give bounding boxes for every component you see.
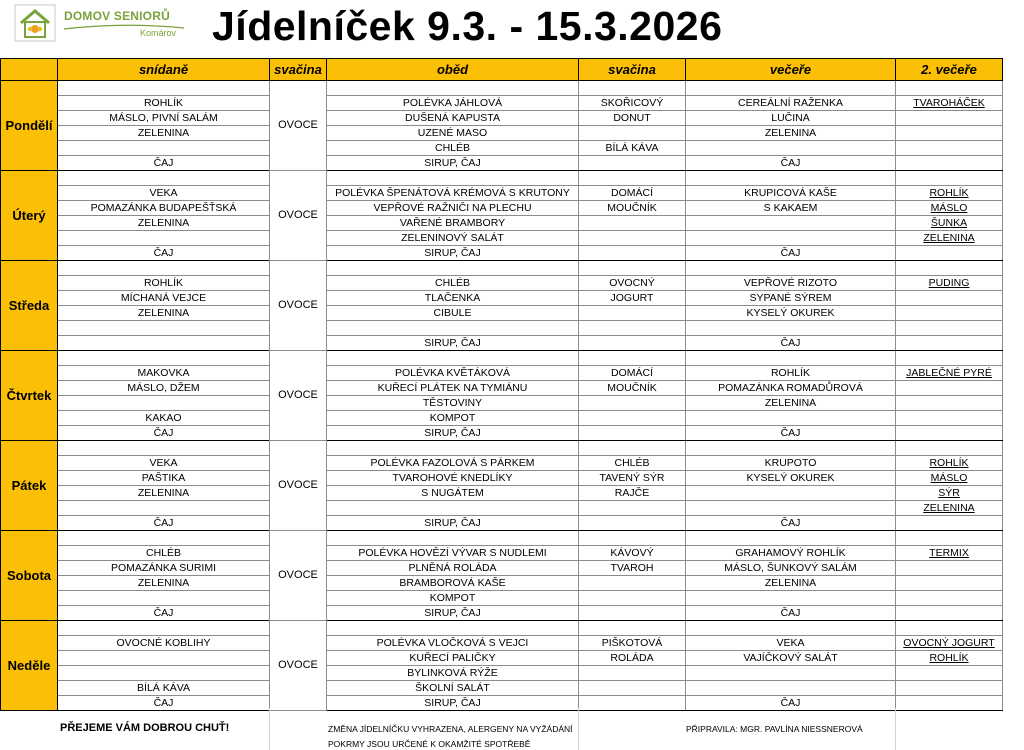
second-dinner-cell: [896, 156, 1003, 171]
menu-row: [1, 546, 1003, 561]
breakfast-cell: [58, 651, 270, 666]
lunch-cell: VEPŘOVÉ RAŽNIČI NA PLECHU: [327, 201, 579, 216]
lunch-cell: [327, 441, 579, 456]
breakfast-cell: ČAJ: [58, 606, 270, 621]
second-dinner-cell: SÝR: [896, 486, 1003, 501]
snack-cell: ROLÁDA: [579, 651, 686, 666]
second-dinner-cell: [896, 561, 1003, 576]
lunch-cell: SIRUP, ČAJ: [327, 516, 579, 531]
second-dinner-cell: [896, 291, 1003, 306]
snack-cell: [579, 351, 686, 366]
lunch-cell: ZELENINOVÝ SALÁT: [327, 231, 579, 246]
dinner-cell: LUČINA: [686, 111, 896, 126]
snack-cell: [579, 321, 686, 336]
dinner-cell: ČAJ: [686, 426, 896, 441]
dinner-cell: [686, 501, 896, 516]
dinner-cell: ČAJ: [686, 696, 896, 711]
menu-row: [1, 306, 1003, 321]
breakfast-cell: ČAJ: [58, 426, 270, 441]
snack-cell: [579, 171, 686, 186]
second-dinner-cell: ROHLÍK: [896, 186, 1003, 201]
dinner-cell: [686, 216, 896, 231]
lunch-cell: ŠKOLNÍ SALÁT: [327, 681, 579, 696]
breakfast-cell: ROHLÍK: [58, 276, 270, 291]
dinner-cell: KRUPICOVÁ KAŠE: [686, 186, 896, 201]
snack-cell: [579, 501, 686, 516]
second-dinner-cell: [896, 411, 1003, 426]
header-corner: [1, 59, 58, 81]
second-dinner-cell: [896, 531, 1003, 546]
lunch-cell: KUŘECÍ PALIČKY: [327, 651, 579, 666]
snack-cell: [579, 681, 686, 696]
menu-row: [1, 81, 1003, 96]
lunch-cell: POLÉVKA JÁHLOVÁ: [327, 96, 579, 111]
lunch-cell: [327, 501, 579, 516]
snack-cell: KÁVOVÝ: [579, 546, 686, 561]
column-header-second-dinner: 2. večeře: [896, 59, 1003, 81]
dinner-cell: VEPŘOVÉ RIZOTO: [686, 276, 896, 291]
second-dinner-cell: [896, 381, 1003, 396]
column-header-snack-afternoon: svačina: [579, 59, 686, 81]
breakfast-cell: ČAJ: [58, 516, 270, 531]
dinner-cell: [686, 486, 896, 501]
second-dinner-cell: [896, 591, 1003, 606]
morning-snack-cell: OVOCE: [270, 531, 327, 621]
snack-cell: DOMÁCÍ: [579, 366, 686, 381]
snack-cell: [579, 576, 686, 591]
breakfast-cell: [58, 441, 270, 456]
menu-row: [1, 561, 1003, 576]
menu-row: [1, 336, 1003, 351]
snack-cell: MOUČNÍK: [579, 201, 686, 216]
column-header-lunch: oběd: [327, 59, 579, 81]
day-label: Úterý: [1, 171, 58, 261]
dinner-cell: [686, 231, 896, 246]
dinner-cell: SYPANÉ SÝREM: [686, 291, 896, 306]
menu-row: [1, 471, 1003, 486]
snack-cell: DOMÁCÍ: [579, 186, 686, 201]
morning-snack-cell: OVOCE: [270, 81, 327, 171]
snack-cell: [579, 396, 686, 411]
dinner-cell: KRUPOTO: [686, 456, 896, 471]
dinner-cell: ČAJ: [686, 606, 896, 621]
dinner-cell: [686, 666, 896, 681]
menu-row: [1, 366, 1003, 381]
menu-row: [1, 681, 1003, 696]
day-label: Pondělí: [1, 81, 58, 171]
second-dinner-cell: [896, 396, 1003, 411]
second-dinner-cell: TERMIX: [896, 546, 1003, 561]
menu-row: [1, 141, 1003, 156]
breakfast-cell: [58, 81, 270, 96]
dinner-cell: [686, 621, 896, 636]
breakfast-cell: [58, 666, 270, 681]
menu-row: [1, 486, 1003, 501]
logo-brand: DOMOV SENIORŮ: [64, 9, 170, 23]
menu-row: [1, 531, 1003, 546]
second-dinner-cell: ROHLÍK: [896, 651, 1003, 666]
breakfast-cell: [58, 621, 270, 636]
dinner-cell: KYSELÝ OKUREK: [686, 471, 896, 486]
morning-snack-cell: OVOCE: [270, 441, 327, 531]
second-dinner-cell: ROHLÍK: [896, 456, 1003, 471]
second-dinner-cell: ŠUNKA: [896, 216, 1003, 231]
menu-row: [1, 231, 1003, 246]
menu-row: [1, 156, 1003, 171]
snack-cell: [579, 516, 686, 531]
snack-cell: [579, 261, 686, 276]
lunch-cell: KOMPOT: [327, 591, 579, 606]
breakfast-cell: [58, 396, 270, 411]
menu-row: [1, 276, 1003, 291]
footer-note-consumption: POKRMY JSOU URČENÉ K OKAMŽITÉ SPOTŘEBĚ: [328, 739, 531, 749]
second-dinner-cell: TVAROHÁČEK: [896, 96, 1003, 111]
menu-row: [1, 201, 1003, 216]
breakfast-cell: VEKA: [58, 186, 270, 201]
lunch-cell: PLNĚNÁ ROLÁDA: [327, 561, 579, 576]
page-title: Jídelníček 9.3. - 15.3.2026: [212, 3, 723, 49]
breakfast-cell: ČAJ: [58, 156, 270, 171]
second-dinner-cell: OVOCNÝ JOGURT: [896, 636, 1003, 651]
lunch-cell: [327, 621, 579, 636]
snack-cell: [579, 231, 686, 246]
dinner-cell: VAJÍČKOVÝ SALÁT: [686, 651, 896, 666]
breakfast-cell: KAKAO: [58, 411, 270, 426]
snack-cell: [579, 606, 686, 621]
snack-cell: [579, 621, 686, 636]
breakfast-cell: POMAZÁNKA SURIMI: [58, 561, 270, 576]
second-dinner-cell: [896, 306, 1003, 321]
menu-row: [1, 111, 1003, 126]
second-dinner-cell: [896, 261, 1003, 276]
footer: [0, 708, 1002, 750]
snack-cell: [579, 591, 686, 606]
second-dinner-cell: [896, 426, 1003, 441]
menu-row: [1, 261, 1003, 276]
breakfast-cell: POMAZÁNKA BUDAPEŠŤSKÁ: [58, 201, 270, 216]
menu-row: [1, 246, 1003, 261]
second-dinner-cell: [896, 171, 1003, 186]
snack-cell: [579, 306, 686, 321]
dinner-cell: [686, 441, 896, 456]
dinner-cell: KYSELÝ OKUREK: [686, 306, 896, 321]
second-dinner-cell: [896, 141, 1003, 156]
second-dinner-cell: [896, 606, 1003, 621]
dinner-cell: ZELENINA: [686, 126, 896, 141]
breakfast-cell: PAŠTIKA: [58, 471, 270, 486]
snack-cell: [579, 156, 686, 171]
second-dinner-cell: ZELENINA: [896, 501, 1003, 516]
breakfast-cell: MAKOVKA: [58, 366, 270, 381]
lunch-cell: CHLÉB: [327, 276, 579, 291]
second-dinner-cell: MÁSLO: [896, 471, 1003, 486]
snack-cell: TAVENÝ SÝR: [579, 471, 686, 486]
lunch-cell: [327, 261, 579, 276]
snack-cell: [579, 126, 686, 141]
dinner-cell: MÁSLO, ŠUNKOVÝ SALÁM: [686, 561, 896, 576]
lunch-cell: SIRUP, ČAJ: [327, 156, 579, 171]
dinner-cell: [686, 591, 896, 606]
breakfast-cell: [58, 231, 270, 246]
footer-prepared-by: PŘIPRAVILA: MGR. PAVLÍNA NIESSNEROVÁ: [686, 724, 863, 734]
snack-cell: PIŠKOTOVÁ: [579, 636, 686, 651]
menu-row: [1, 636, 1003, 651]
second-dinner-cell: ZELENINA: [896, 231, 1003, 246]
menu-row: [1, 186, 1003, 201]
lunch-cell: [327, 531, 579, 546]
lunch-cell: SIRUP, ČAJ: [327, 246, 579, 261]
day-label: Středa: [1, 261, 58, 351]
menu-row: [1, 381, 1003, 396]
footer-note-change: ZMĚNA JÍDELNÍČKU VYHRAZENA, ALERGENY NA VYŽÁDÁNÍ: [328, 724, 573, 734]
second-dinner-cell: [896, 621, 1003, 636]
second-dinner-cell: [896, 111, 1003, 126]
breakfast-cell: ZELENINA: [58, 306, 270, 321]
dinner-cell: VEKA: [686, 636, 896, 651]
snack-cell: [579, 216, 686, 231]
dinner-cell: CEREÁLNÍ RAŽENKA: [686, 96, 896, 111]
second-dinner-cell: [896, 441, 1003, 456]
menu-row: [1, 291, 1003, 306]
lunch-cell: S NUGÁTEM: [327, 486, 579, 501]
lunch-cell: TVAROHOVÉ KNEDLÍKY: [327, 471, 579, 486]
dinner-cell: [686, 321, 896, 336]
dinner-cell: ZELENINA: [686, 396, 896, 411]
menu-table: [0, 58, 1003, 711]
snack-cell: JOGURT: [579, 291, 686, 306]
column-header-breakfast: snídaně: [58, 59, 270, 81]
menu-row: [1, 666, 1003, 681]
menu-row: [1, 501, 1003, 516]
lunch-cell: TĚSTOVINY: [327, 396, 579, 411]
header-row: [1, 59, 1003, 81]
dinner-cell: ROHLÍK: [686, 366, 896, 381]
lunch-cell: [327, 81, 579, 96]
dinner-cell: [686, 141, 896, 156]
lunch-cell: BRAMBOROVÁ KAŠE: [327, 576, 579, 591]
menu-row: [1, 126, 1003, 141]
second-dinner-cell: [896, 321, 1003, 336]
breakfast-cell: ZELENINA: [58, 216, 270, 231]
menu-row: [1, 651, 1003, 666]
morning-snack-cell: OVOCE: [270, 261, 327, 351]
footer-divider: [578, 708, 579, 750]
snack-cell: [579, 531, 686, 546]
morning-snack-cell: OVOCE: [270, 621, 327, 711]
second-dinner-cell: MÁSLO: [896, 201, 1003, 216]
breakfast-cell: ROHLÍK: [58, 96, 270, 111]
breakfast-cell: [58, 261, 270, 276]
dinner-cell: [686, 411, 896, 426]
menu-row: [1, 96, 1003, 111]
dinner-cell: GRAHAMOVÝ ROHLÍK: [686, 546, 896, 561]
menu-row: [1, 351, 1003, 366]
breakfast-cell: [58, 531, 270, 546]
second-dinner-cell: [896, 351, 1003, 366]
lunch-cell: POLÉVKA HOVĚZÍ VÝVAR S NUDLEMI: [327, 546, 579, 561]
dinner-cell: ČAJ: [686, 156, 896, 171]
snack-cell: [579, 246, 686, 261]
breakfast-cell: [58, 141, 270, 156]
lunch-cell: POLÉVKA FAZOLOVÁ S PÁRKEM: [327, 456, 579, 471]
menu-row: [1, 441, 1003, 456]
dinner-cell: [686, 351, 896, 366]
snack-cell: [579, 666, 686, 681]
dinner-cell: ČAJ: [686, 336, 896, 351]
lunch-cell: POLÉVKA KVĚTÁKOVÁ: [327, 366, 579, 381]
lunch-cell: SIRUP, ČAJ: [327, 696, 579, 711]
dinner-cell: [686, 81, 896, 96]
breakfast-cell: [58, 351, 270, 366]
second-dinner-cell: [896, 681, 1003, 696]
lunch-cell: [327, 171, 579, 186]
lunch-cell: KUŘECÍ PLÁTEK NA TYMIÁNU: [327, 381, 579, 396]
breakfast-cell: ČAJ: [58, 696, 270, 711]
column-header-dinner: večeře: [686, 59, 896, 81]
dinner-cell: ČAJ: [686, 246, 896, 261]
dinner-cell: [686, 531, 896, 546]
breakfast-cell: CHLÉB: [58, 546, 270, 561]
lunch-cell: UZENÉ MASO: [327, 126, 579, 141]
breakfast-cell: [58, 171, 270, 186]
menu-row: [1, 621, 1003, 636]
footer-wish: PŘEJEME VÁM DOBROU CHUŤ!: [60, 722, 230, 734]
lunch-cell: [327, 351, 579, 366]
menu-row: [1, 321, 1003, 336]
lunch-cell: SIRUP, ČAJ: [327, 426, 579, 441]
breakfast-cell: [58, 501, 270, 516]
dinner-cell: S KAKAEM: [686, 201, 896, 216]
breakfast-cell: ZELENINA: [58, 576, 270, 591]
dinner-cell: [686, 261, 896, 276]
menu-row: [1, 411, 1003, 426]
menu-row: [1, 216, 1003, 231]
day-label: Pátek: [1, 441, 58, 531]
breakfast-cell: BÍLÁ KÁVA: [58, 681, 270, 696]
snack-cell: [579, 81, 686, 96]
snack-cell: RAJČE: [579, 486, 686, 501]
second-dinner-cell: [896, 336, 1003, 351]
snack-cell: DONUT: [579, 111, 686, 126]
second-dinner-cell: [896, 576, 1003, 591]
snack-cell: [579, 411, 686, 426]
snack-cell: MOUČNÍK: [579, 381, 686, 396]
breakfast-cell: [58, 321, 270, 336]
breakfast-cell: ČAJ: [58, 246, 270, 261]
menu-row: [1, 591, 1003, 606]
snack-cell: SKOŘICOVÝ: [579, 96, 686, 111]
second-dinner-cell: [896, 81, 1003, 96]
snack-cell: [579, 426, 686, 441]
lunch-cell: CHLÉB: [327, 141, 579, 156]
morning-snack-cell: OVOCE: [270, 171, 327, 261]
second-dinner-cell: [896, 666, 1003, 681]
lunch-cell: POLÉVKA VLOČKOVÁ S VEJCI: [327, 636, 579, 651]
snack-cell: [579, 441, 686, 456]
lunch-cell: VAŘENÉ BRAMBORY: [327, 216, 579, 231]
menu-row: [1, 576, 1003, 591]
lunch-cell: [327, 321, 579, 336]
lunch-cell: CIBULE: [327, 306, 579, 321]
breakfast-cell: MÁSLO, DŽEM: [58, 381, 270, 396]
lunch-cell: BYLINKOVÁ RÝŽE: [327, 666, 579, 681]
logo: [14, 4, 192, 42]
menu-body: [1, 81, 1003, 711]
breakfast-cell: ZELENINA: [58, 486, 270, 501]
second-dinner-cell: [896, 516, 1003, 531]
menu-row: [1, 396, 1003, 411]
second-dinner-cell: PUDING: [896, 276, 1003, 291]
lunch-cell: KOMPOT: [327, 411, 579, 426]
menu-row: [1, 171, 1003, 186]
breakfast-cell: MÁSLO, PIVNÍ SALÁM: [58, 111, 270, 126]
day-label: Neděle: [1, 621, 58, 711]
second-dinner-cell: JABLEČNÉ PYRÉ: [896, 366, 1003, 381]
dinner-cell: [686, 171, 896, 186]
menu-row: [1, 426, 1003, 441]
lunch-cell: TLAČENKA: [327, 291, 579, 306]
dinner-cell: ČAJ: [686, 516, 896, 531]
snack-cell: [579, 336, 686, 351]
menu-row: [1, 516, 1003, 531]
breakfast-cell: [58, 336, 270, 351]
second-dinner-cell: [896, 246, 1003, 261]
snack-cell: OVOCNÝ: [579, 276, 686, 291]
column-header-snack-morning: svačina: [270, 59, 327, 81]
day-label: Sobota: [1, 531, 58, 621]
snack-cell: TVAROH: [579, 561, 686, 576]
lunch-cell: DUŠENÁ KAPUSTA: [327, 111, 579, 126]
second-dinner-cell: [896, 126, 1003, 141]
lunch-cell: POLÉVKA ŠPENÁTOVÁ KRÉMOVÁ S KRUTONY: [327, 186, 579, 201]
breakfast-cell: [58, 591, 270, 606]
lunch-cell: SIRUP, ČAJ: [327, 606, 579, 621]
day-label: Čtvrtek: [1, 351, 58, 441]
menu-row: [1, 606, 1003, 621]
breakfast-cell: MÍCHANÁ VEJCE: [58, 291, 270, 306]
breakfast-cell: VEKA: [58, 456, 270, 471]
footer-divider: [269, 708, 270, 750]
breakfast-cell: OVOCNÉ KOBLIHY: [58, 636, 270, 651]
logo-town: Komárov: [140, 28, 177, 38]
dinner-cell: POMAZÁNKA ROMADŮROVÁ: [686, 381, 896, 396]
breakfast-cell: ZELENINA: [58, 126, 270, 141]
snack-cell: BÍLÁ KÁVA: [579, 141, 686, 156]
house-logo-icon: [14, 4, 56, 42]
footer-divider: [895, 708, 896, 750]
lunch-cell: SIRUP, ČAJ: [327, 336, 579, 351]
dinner-cell: ZELENINA: [686, 576, 896, 591]
dinner-cell: [686, 681, 896, 696]
snack-cell: CHLÉB: [579, 456, 686, 471]
menu-row: [1, 456, 1003, 471]
morning-snack-cell: OVOCE: [270, 351, 327, 441]
